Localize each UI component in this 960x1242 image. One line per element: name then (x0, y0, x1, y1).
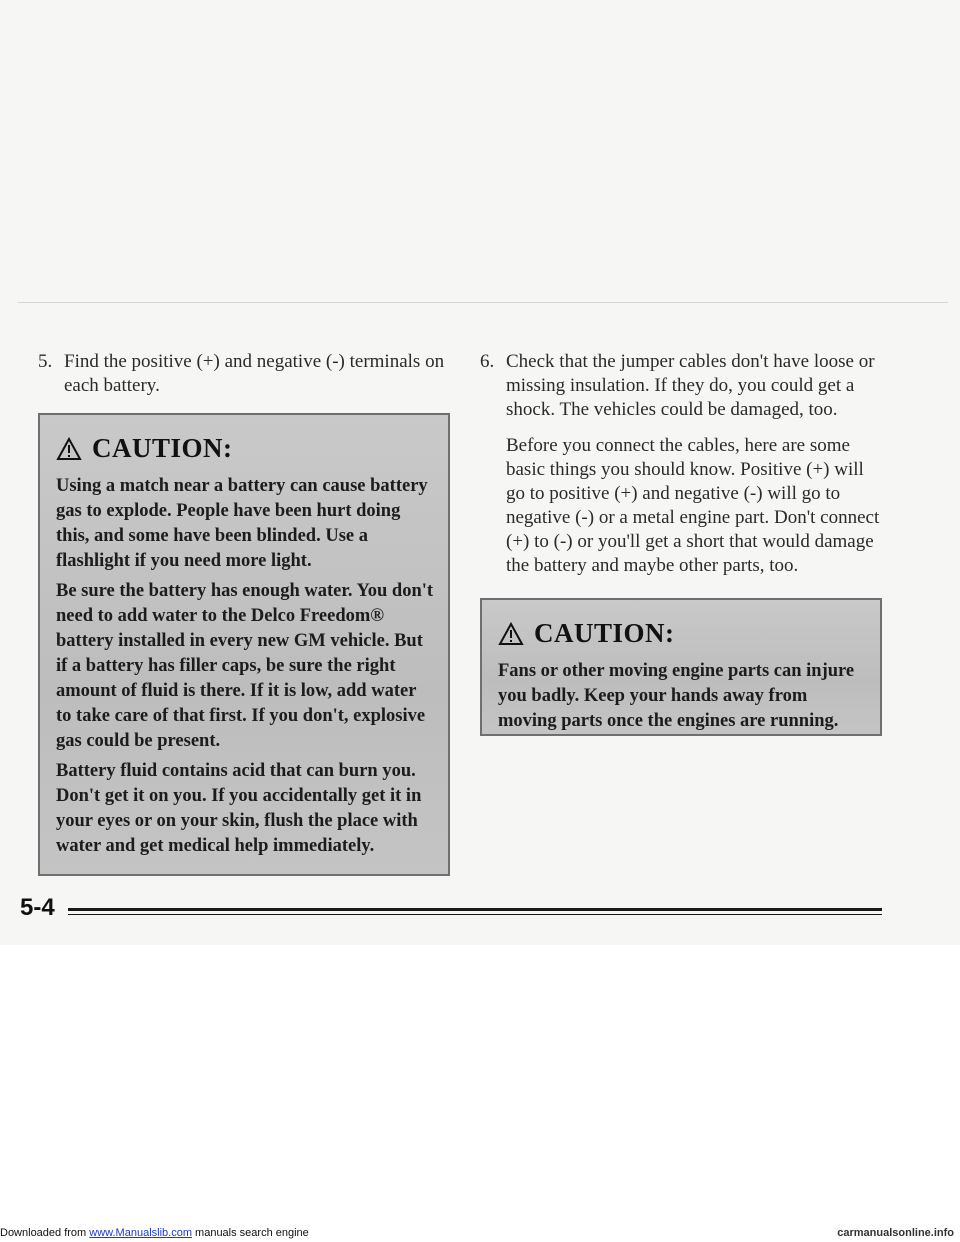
caution-title: CAUTION: (534, 618, 675, 648)
download-footer (0, 1224, 960, 1242)
caution-box-battery (38, 413, 450, 876)
caution-paragraph: Be sure the battery has enough water. You don't need to add water to the Delco Freedom® battery installed in every new GM vehicle. But if a battery has filler caps, be sure the right amount of fluid is there. If it is low, add water to take care of that first. If you don't, explosive gas could be present. (56, 581, 434, 751)
step-6 (480, 350, 880, 422)
step-number: 5. (38, 351, 53, 372)
step-text: Find the positive (+) and negative (-) terminals on each battery. (64, 351, 445, 396)
body-paragraph: Before you connect the cables, here are some basic things you should know. Positive (+) will go to positive (+) and negative (-) will go to negative (-) or a metal engine part. Don't connect (+) to (-) or you'll get a short that would damage the battery and maybe other parts, too. (506, 435, 880, 576)
manualslib-link[interactable]: www.Manualslib.com (89, 1227, 192, 1239)
caution-title: CAUTION: (92, 433, 233, 463)
right-column (480, 350, 880, 736)
caution-header (56, 433, 434, 464)
step-5 (38, 350, 450, 398)
caution-paragraph: Battery fluid contains acid that can burn you. Don't get it on you. If you accidentally get it in your eyes or on your skin, flush the place with water and get medical help immediately. (56, 761, 422, 856)
caution-box-fans (480, 598, 882, 736)
header-divider (18, 302, 948, 303)
step-text: Check that the jumper cables don't have loose or missing insulation. If they do, you could get a shock. The vehicles could be damaged, too. (506, 351, 875, 420)
download-prefix: Downloaded from (0, 1227, 90, 1239)
page-number: 5-4 (20, 894, 55, 921)
caution-header (498, 618, 866, 649)
step-number: 6. (480, 351, 495, 372)
watermark-text: carmanualsonline.info (837, 1227, 954, 1239)
caution-paragraph: Using a match near a battery can cause battery gas to explode. People have been hurt doing this, and some have been blinded. Use a flashlight if you need more light. (56, 476, 428, 571)
footer-rule (68, 914, 882, 915)
footer-rule (68, 908, 882, 911)
download-suffix: manuals search engine (191, 1227, 309, 1239)
left-column (38, 350, 450, 876)
warning-triangle-icon (498, 622, 524, 646)
warning-triangle-icon (56, 437, 82, 461)
caution-paragraph: Fans or other moving engine parts can injure you badly. Keep your hands away from moving parts once the engines are running. (498, 661, 855, 731)
